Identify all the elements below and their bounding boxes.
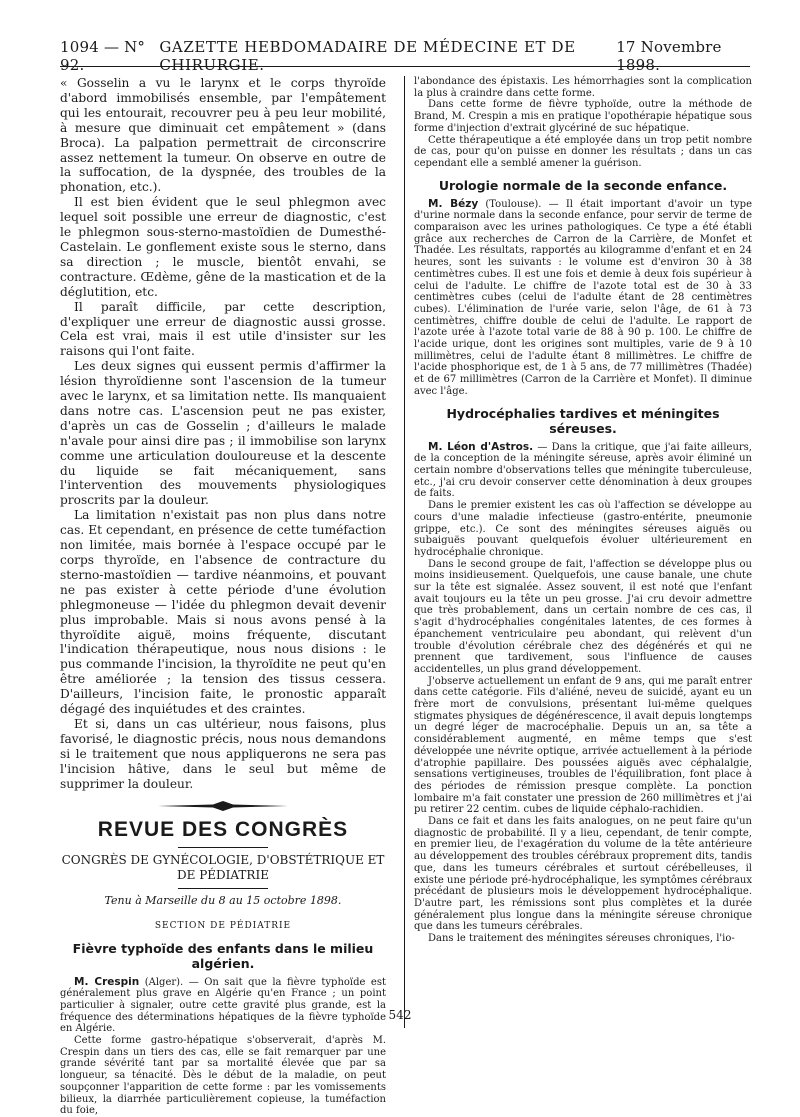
paragraph: Dans le traitement des méningites séreuses chroniques, l'io- (428, 933, 735, 945)
paragraph: J'observe actuellement un enfant de 9 ans, qui me paraît entrer dans cette catégorie. Fils d'aliéné, neveu de suicidé, ayant eu un frère mort de convulsions, présentant lui-même quelques stigmates physiques de dégénérescence, il avait depuis longtemps un degré léger de macrocéphalie. Depuis un an, sa tête a considérablement augmenté, en même temps que s'est développée une névrite optique, arrivée actuellement à la période d'atrophie papillaire. Des poussées aiguës avec céphalalgie, sensations vertigineuses, troubles de l'équilibration, font place à des périodes de rémission presque complète. La ponction lombaire m'a fait constater une pression de 260 millimètres et j'ai pu retirer 22 centim. cubes de liquide céphalo-rachidien. (414, 675, 752, 816)
paragraph: Dans le premier existent les cas où l'affection se développe au cours d'une maladie infectieuse (gastro-entérite, pneumonie grippe, etc.). Ce sont des méningites séreuses aiguës ou subaiguës pouvant quelquefois évoluer ultérieurement en hydrocéphalie chronique. (414, 500, 752, 558)
page-number: 542 (388, 1008, 412, 1022)
revue-des-congres-title: REVUE DES CONGRÈS (97, 817, 349, 841)
left-column (60, 76, 386, 1117)
paragraph (60, 977, 386, 1036)
page-issue-number: 1094 — N° 92. (60, 38, 146, 74)
ornament-rule (158, 800, 288, 812)
paragraph (414, 442, 752, 501)
congres-date: Tenu à Marseille du 8 au 15 octobre 1898. (104, 893, 342, 907)
section-heading-urologie: Urologie normale de la seconde enfance. (438, 177, 728, 193)
section-label: SECTION DE PÉDIATRIE (154, 920, 292, 931)
section-heading-fievre: Fièvre typhoïde des enfants dans le milieu algérien. (72, 940, 374, 971)
journal-title: GAZETTE HEBDOMADAIRE DE MÉDECINE ET DE CHIRURGIE. (159, 38, 576, 74)
paragraph: Et si, dans un cas ultérieur, nous faisons, plus favorisé, le diagnostic précis, nous nous demandons si le traitement que nous appliquerons ne sera pas l'incision hâtive, dans le seul but même de supprimer la douleur. (60, 716, 386, 791)
paragraph-text: (Alger). — On sait que la fièvre typhoïde est généralement plus grave en Algérie qu'en France ; un point particulier à signaler, outre cette gravité plus grande, est la fréquence des déterminations hépatiques de la fièvre typhoïde en Algérie. (60, 976, 386, 1035)
page-header (60, 38, 750, 74)
short-rule (178, 888, 268, 889)
right-column (414, 76, 752, 945)
author-name: M. Bézy (428, 197, 479, 210)
paragraph: Dans cette forme de fièvre typhoïde, outre la méthode de Brand, M. Crespin a mis en pratique l'opothérapie hépatique sous forme d'injection d'extrait glycériné de suc hépatique. (414, 99, 752, 134)
author-name: M. Léon d'Astros. (428, 440, 534, 453)
paragraph (414, 199, 752, 398)
paragraph-text: — Dans la critique, que j'ai faite ailleurs, de la conception de la méningite séreuse, après avoir éliminé un certain nombre d'observations telles que méningite tuberculeuse, etc., j'ai cru devoir conserver cette dénomination à deux groupes de faits. (414, 441, 752, 500)
paragraph: La limitation n'existait pas non plus dans notre cas. Et cependant, en présence de cette tuméfaction non limitée, mais bornée à l'espace occupé par le corps thyroïde, en l'absence de contracture du sterno-mastoïdien — tardive néanmoins, et pouvant ne pas exister à cette période d'une évolution phlegmoneuse — l'idée du phlegmon devait devenir plus improbable. Mais si nous avons pensé à la thyroïdite aiguë, moins fréquente, discutant l'indication thérapeutique, nous nous disions : le pus commande l'incision, la thyroïdite ne peut qu'en être améliorée ; la tension des tissus cessera. D'ailleurs, l'incision faite, le pronostic apparaît dégagé des inquiétudes et des craintes. (60, 508, 386, 717)
paragraph: Dans le second groupe de fait, l'affection se développe plus ou moins insidieusement. Quelquefois, une cause banale, une chute sur la tête est signalée. Assez souvent, il est noté que l'enfant avait toujours eu la tête un peu grosse. J'ai cru devoir admettre que très probablement, dans un certain nombre de ces cas, il s'agit d'hydrocéphalies congénitales latentes, de ces formes à épanchement ventriculaire peu abondant, qui relèvent d'un trouble d'évolution cérébrale chez des dégénérés et qui ne prennent que tardivement, sous l'influence de causes accidentelles, un plus grand développement. (414, 558, 752, 675)
header-rule (60, 66, 750, 67)
paragraph: Il paraît difficile, par cette description, d'expliquer une erreur de diagnostic aussi grosse. Cela est vrai, mais il est utile d'insister sur les raisons qui l'ont faite. (60, 299, 386, 359)
section-heading-hydrocephalies: Hydrocéphalies tardives et méningites séreuses. (446, 405, 720, 436)
paragraph: l'abondance des épistaxis. Les hémorrhagies sont la complication la plus à craindre dans cette forme. (414, 76, 752, 99)
paragraph: Cette forme gastro-hépatique s'observerait, d'après M. Crespin dans un tiers des cas, elle se fait remarquer par une grande sévérité tant par sa mortalité élevée que par sa longueur, sa ténacité. Dès le début de la maladie, on peut soupçonner l'apparition de cette forme : par les vomissements bilieux, la diarrhée particulièrement copieuse, la tuméfaction du foie, (60, 1035, 386, 1117)
paragraph: Dans ce fait et dans les faits analogues, on ne peut faire qu'un diagnostic de probabilité. Il y a lieu, cependant, de tenir compte, en premier lieu, de l'exagération du volume de la tête antérieure au développement des troubles cérébraux proprement dits, tandis que, dans les tumeurs cérébrales et surtout cérébelleuses, il existe une période pré-hydrocéphalique, les symptômes cérébraux précédant de plusieurs mois le développement hydrocéphalique. D'autre part, les rémissions sont plus complètes et la durée généralement plus longue dans la méningite séreuse chronique que dans les tumeurs cérébrales. (414, 816, 752, 933)
paragraph-text: (Toulouse). — Il était important d'avoir un type d'urine normale dans la seconde enfance, pour servir de terme de comparaison avec les urines pathologiques. Ce type a été établi grâce aux recherches de Carron de la Carrière, de Monfet et Thadée. Les résultats, rapportés au kilogramme d'enfant et en 24 heures, sont les suivants : le volume est d'environ 30 à 38 centimètres cubes. Il est une fois et demie à deux fois supérieur à celui de l'adulte. Le chiffre de l'azote total est de 30 à 33 centimètres cubes (celui de l'adulte étant de 28 centimètres cubes). L'élimination de l'urée varie, selon l'âge, de 61 à 73 centimètres, chiffre double de celui de l'adulte. Le rapport de l'azote urée à l'azote total varie de 88 à 90 p. 100. Le chiffre de l'acide urique, dont les origines sont multiples, varie de 9 à 10 millimètres, celui de l'adulte étant 8 millimètres. Le chiffre de l'acide phosphorique est, de 1 à 5 ans, de 77 millimètres (Thadée) et de 67 millimètres (Carron de la Carrière et Monfet). Il diminue avec l'âge. (414, 198, 752, 397)
paragraph: Il est bien évident que le seul phlegmon avec lequel soit possible une erreur de diagnostic, c'est le phlegmon sous-sterno-mastoïdien de Dumesthé-Castelain. Le gonflement existe sous le sterno, dans sa direction ; le muscle, bientôt envahi, se contracture. Œdème, gêne de la mastication et de la déglutition, etc. (60, 195, 386, 299)
paragraph: Les deux signes qui eussent permis d'affirmer la lésion thyroïdienne sont l'ascension de la tumeur avec le larynx, et sa limitation nette. Ils manquaient dans notre cas. L'ascension peut ne pas exister, d'après un cas de Gosselin ; d'ailleurs le malade n'avale pour ainsi dire pas ; il immobilise son larynx comme une articulation douloureuse et la descente du liquide se fait mécaniquement, sans l'intervention des mouvements physiologiques proscrits par la douleur. (60, 359, 386, 508)
congres-title: CONGRÈS DE GYNÉCOLOGIE, D'OBSTÉTRIQUE ET DE PÉDIATRIE (61, 852, 385, 882)
issue-date: 17 Novembre 1898. (616, 38, 722, 74)
paragraph: Cette thérapeutique a été employée dans un trop petit nombre de cas, pour qu'on puisse en donner les résultats ; dans un cas cependant elle a semblé amener la guérison. (414, 134, 752, 169)
paragraph: « Gosselin a vu le larynx et le corps thyroïde d'abord immobilisés ensemble, par l'empâtement qui les entourait, recouvrer peu à peu leur mobilité, à mesure que diminuait cet empâtement » (dans Broca). La palpation permettrait de circonscrire assez nettement la tumeur. On observe en outre de la suffocation, de la dyspnée, des troubles de la phonation, etc.). (60, 76, 386, 195)
column-divider (404, 76, 405, 1028)
short-rule (178, 847, 268, 848)
author-name: M. Crespin (74, 975, 140, 988)
